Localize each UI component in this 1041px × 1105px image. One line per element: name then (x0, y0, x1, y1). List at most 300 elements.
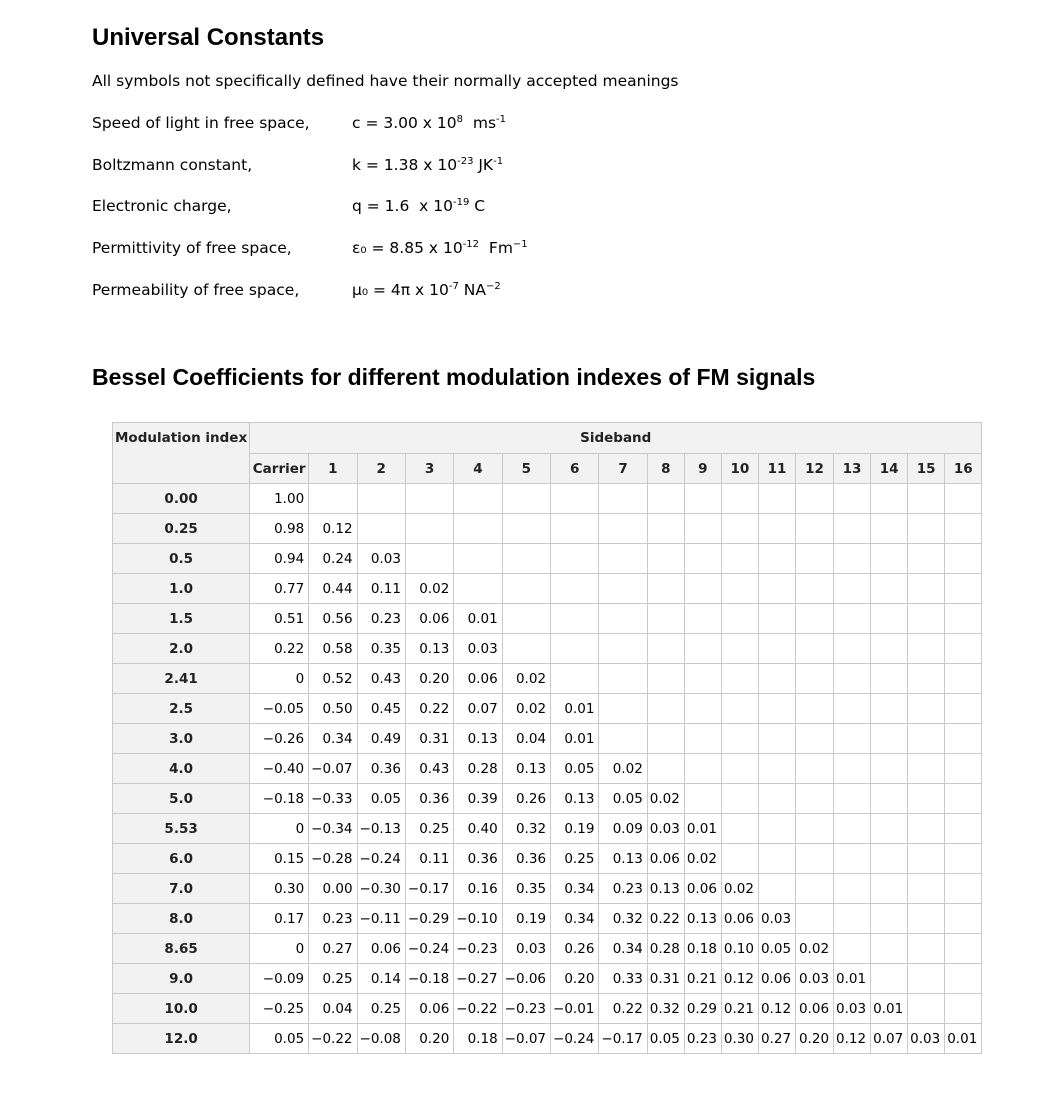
empty-cell (908, 874, 945, 904)
universal-constants-title: Universal Constants (92, 24, 325, 51)
constant-label: Boltzmann constant, (92, 156, 253, 174)
modulation-index-cell: 0.00 (113, 484, 250, 514)
coefficient-cell: 0.58 (309, 634, 357, 664)
coefficient-cell: 0.05 (758, 934, 795, 964)
coefficient-cell: 0.10 (721, 934, 758, 964)
empty-cell (834, 844, 871, 874)
coefficient-cell: 0.06 (454, 664, 502, 694)
coefficient-cell: 0.27 (758, 1024, 795, 1054)
coefficient-cell: 0.30 (250, 874, 309, 904)
coefficient-cell: −0.23 (502, 994, 550, 1024)
empty-cell (599, 544, 647, 574)
empty-cell (405, 484, 453, 514)
empty-cell (834, 904, 871, 934)
empty-cell (871, 724, 908, 754)
coefficient-cell: −0.40 (250, 754, 309, 784)
coefficient-cell: 0.32 (647, 994, 684, 1024)
empty-cell (871, 544, 908, 574)
empty-cell (945, 844, 982, 874)
table-row (113, 634, 982, 664)
coefficient-cell: −0.05 (250, 694, 309, 724)
coefficient-cell: 0.36 (502, 844, 550, 874)
coefficient-cell: 0.12 (309, 514, 357, 544)
coefficient-cell: 0.03 (908, 1024, 945, 1054)
table-row (113, 514, 982, 544)
empty-cell (758, 844, 795, 874)
coefficient-cell: 0.26 (551, 934, 599, 964)
coefficient-cell: 0.52 (309, 664, 357, 694)
coefficient-cell: 0.34 (309, 724, 357, 754)
coefficient-cell: 0.12 (721, 964, 758, 994)
empty-cell (599, 484, 647, 514)
empty-cell (908, 964, 945, 994)
coefficient-cell: −0.10 (454, 904, 502, 934)
coefficient-cell: 0.56 (309, 604, 357, 634)
empty-cell (945, 544, 982, 574)
empty-cell (796, 724, 834, 754)
coefficient-cell: 0.02 (405, 574, 453, 604)
coefficient-cell: 0.03 (454, 634, 502, 664)
empty-cell (684, 634, 721, 664)
empty-cell (721, 574, 758, 604)
column-header: 4 (454, 454, 502, 484)
empty-cell (834, 874, 871, 904)
table-row (113, 604, 982, 634)
empty-cell (647, 694, 684, 724)
table-row (113, 1024, 982, 1054)
coefficient-cell: −0.13 (357, 814, 405, 844)
empty-cell (871, 814, 908, 844)
empty-cell (945, 514, 982, 544)
empty-cell (405, 514, 453, 544)
coefficient-cell: 0.02 (796, 934, 834, 964)
empty-cell (945, 904, 982, 934)
empty-cell (721, 784, 758, 814)
coefficient-cell: 0.01 (834, 964, 871, 994)
empty-cell (599, 634, 647, 664)
empty-cell (721, 814, 758, 844)
empty-cell (758, 784, 795, 814)
empty-cell (871, 964, 908, 994)
empty-cell (502, 514, 550, 544)
coefficient-cell: 0.13 (647, 874, 684, 904)
empty-cell (871, 844, 908, 874)
coefficient-cell: 0.39 (454, 784, 502, 814)
empty-cell (834, 514, 871, 544)
sideband-header: Sideband (250, 423, 982, 454)
modulation-index-cell: 8.0 (113, 904, 250, 934)
coefficient-cell: 0.32 (599, 904, 647, 934)
coefficient-cell: 0.12 (758, 994, 795, 1024)
coefficient-cell: −0.06 (502, 964, 550, 994)
coefficient-cell: −0.30 (357, 874, 405, 904)
empty-cell (945, 994, 982, 1024)
coefficient-cell: 0.06 (758, 964, 795, 994)
empty-cell (684, 544, 721, 574)
empty-cell (834, 484, 871, 514)
bessel-table (112, 422, 982, 1054)
empty-cell (796, 574, 834, 604)
coefficient-cell: −0.29 (405, 904, 453, 934)
table-row (113, 874, 982, 904)
empty-cell (357, 514, 405, 544)
empty-cell (871, 604, 908, 634)
empty-cell (796, 544, 834, 574)
empty-cell (551, 484, 599, 514)
empty-cell (721, 694, 758, 724)
empty-cell (684, 664, 721, 694)
coefficient-cell: 0.12 (834, 1024, 871, 1054)
constant-exponent: -19 (453, 197, 470, 208)
coefficient-cell: 0.16 (454, 874, 502, 904)
coefficient-cell: 0.21 (721, 994, 758, 1024)
empty-cell (834, 634, 871, 664)
coefficient-cell: −0.09 (250, 964, 309, 994)
modulation-index-cell: 0.5 (113, 544, 250, 574)
empty-cell (945, 754, 982, 784)
coefficient-cell: 0.22 (599, 994, 647, 1024)
coefficient-cell: 0.22 (647, 904, 684, 934)
empty-cell (357, 484, 405, 514)
empty-cell (834, 574, 871, 604)
empty-cell (796, 604, 834, 634)
table-row (113, 784, 982, 814)
empty-cell (796, 514, 834, 544)
empty-cell (758, 514, 795, 544)
coefficient-cell: 0.27 (309, 934, 357, 964)
coefficient-cell: 0.28 (647, 934, 684, 964)
empty-cell (871, 934, 908, 964)
empty-cell (721, 604, 758, 634)
coefficient-cell: 0.03 (834, 994, 871, 1024)
empty-cell (758, 574, 795, 604)
coefficient-cell: 0.19 (502, 904, 550, 934)
coefficient-cell: 0.23 (684, 1024, 721, 1054)
coefficient-cell: 0.07 (454, 694, 502, 724)
empty-cell (599, 574, 647, 604)
empty-cell (647, 724, 684, 754)
empty-cell (721, 724, 758, 754)
constants-note: All symbols not specifically defined have their normally accepted meanings (92, 72, 679, 90)
coefficient-cell: 0.06 (721, 904, 758, 934)
header-row-top (113, 423, 982, 454)
column-header: 13 (834, 454, 871, 484)
empty-cell (502, 634, 550, 664)
empty-cell (908, 484, 945, 514)
coefficient-cell: −0.33 (309, 784, 357, 814)
coefficient-cell: −0.28 (309, 844, 357, 874)
empty-cell (599, 694, 647, 724)
coefficient-cell: 0.31 (647, 964, 684, 994)
empty-cell (502, 544, 550, 574)
empty-cell (908, 934, 945, 964)
coefficient-cell: 0.36 (405, 784, 453, 814)
empty-cell (758, 874, 795, 904)
coefficient-cell: −0.24 (357, 844, 405, 874)
constant-label: Electronic charge, (92, 197, 232, 215)
empty-cell (908, 904, 945, 934)
modulation-index-cell: 6.0 (113, 844, 250, 874)
constant-value (352, 156, 503, 174)
empty-cell (684, 784, 721, 814)
empty-cell (834, 784, 871, 814)
constant-exponent: -1 (493, 156, 504, 167)
empty-cell (945, 634, 982, 664)
empty-cell (834, 724, 871, 754)
empty-cell (945, 574, 982, 604)
coefficient-cell: −0.07 (502, 1024, 550, 1054)
empty-cell (871, 514, 908, 544)
coefficient-cell: 0.25 (309, 964, 357, 994)
coefficient-cell: 0.35 (502, 874, 550, 904)
coefficient-cell: 0.45 (357, 694, 405, 724)
empty-cell (871, 634, 908, 664)
coefficient-cell: 0.01 (551, 694, 599, 724)
constant-exponent: 8 (456, 114, 463, 125)
empty-cell (834, 604, 871, 634)
empty-cell (871, 694, 908, 724)
coefficient-cell: 0 (250, 664, 309, 694)
table-row (113, 754, 982, 784)
coefficient-cell: 0.14 (357, 964, 405, 994)
coefficient-cell: 0.23 (309, 904, 357, 934)
coefficient-cell: 0.06 (647, 844, 684, 874)
empty-cell (684, 484, 721, 514)
coefficient-cell: 0.19 (551, 814, 599, 844)
empty-cell (796, 664, 834, 694)
coefficient-cell: 0.02 (684, 844, 721, 874)
coefficient-cell: 0.43 (405, 754, 453, 784)
empty-cell (721, 754, 758, 784)
coefficient-cell: 0 (250, 934, 309, 964)
coefficient-cell: 0.04 (309, 994, 357, 1024)
coefficient-cell: 0.03 (647, 814, 684, 844)
coefficient-cell: 0.50 (309, 694, 357, 724)
table-row (113, 934, 982, 964)
coefficient-cell: 0.32 (502, 814, 550, 844)
coefficient-cell: 0.13 (405, 634, 453, 664)
empty-cell (945, 694, 982, 724)
empty-cell (945, 784, 982, 814)
coefficient-cell: 0.36 (357, 754, 405, 784)
table-row (113, 994, 982, 1024)
column-header: Carrier (250, 454, 309, 484)
empty-cell (871, 904, 908, 934)
empty-cell (454, 484, 502, 514)
empty-cell (758, 634, 795, 664)
column-header: 15 (908, 454, 945, 484)
coefficient-cell: 0.28 (454, 754, 502, 784)
modulation-index-cell: 2.5 (113, 694, 250, 724)
constant-row (92, 156, 792, 180)
coefficient-cell: 0.05 (551, 754, 599, 784)
coefficient-cell: 0.20 (405, 664, 453, 694)
coefficient-cell: −0.23 (454, 934, 502, 964)
coefficient-cell: 0.20 (405, 1024, 453, 1054)
coefficient-cell: −0.26 (250, 724, 309, 754)
empty-cell (647, 664, 684, 694)
coefficient-cell: 0.34 (551, 874, 599, 904)
coefficient-cell: 0.09 (599, 814, 647, 844)
constant-value-text: Fm (479, 239, 513, 258)
coefficient-cell: 0.35 (357, 634, 405, 664)
coefficient-cell: 0.25 (357, 994, 405, 1024)
coefficient-cell: 0.98 (250, 514, 309, 544)
empty-cell (796, 694, 834, 724)
empty-cell (908, 724, 945, 754)
coefficient-cell: 0.24 (309, 544, 357, 574)
coefficient-cell: −0.11 (357, 904, 405, 934)
coefficient-cell: 0.01 (945, 1024, 982, 1054)
coefficient-cell: 0.77 (250, 574, 309, 604)
coefficient-cell: 0.03 (796, 964, 834, 994)
coefficient-cell: 0.01 (551, 724, 599, 754)
coefficient-cell: −0.25 (250, 994, 309, 1024)
modulation-index-cell: 3.0 (113, 724, 250, 754)
column-header: 6 (551, 454, 599, 484)
empty-cell (551, 574, 599, 604)
empty-cell (684, 754, 721, 784)
modulation-index-cell: 2.0 (113, 634, 250, 664)
empty-cell (796, 874, 834, 904)
empty-cell (647, 604, 684, 634)
constant-value-text: NA (458, 281, 486, 300)
empty-cell (908, 814, 945, 844)
empty-cell (871, 784, 908, 814)
empty-cell (834, 694, 871, 724)
empty-cell (758, 604, 795, 634)
empty-cell (647, 634, 684, 664)
constant-exponent: -7 (448, 281, 459, 292)
coefficient-cell: 0.03 (357, 544, 405, 574)
coefficient-cell: −0.22 (454, 994, 502, 1024)
coefficient-cell: 0.43 (357, 664, 405, 694)
coefficient-cell: 0.00 (309, 874, 357, 904)
coefficient-cell: −0.22 (309, 1024, 357, 1054)
coefficient-cell: 0.02 (502, 694, 550, 724)
empty-cell (945, 934, 982, 964)
constant-exponent: -1 (496, 114, 507, 125)
empty-cell (834, 814, 871, 844)
coefficient-cell: 0.26 (502, 784, 550, 814)
empty-cell (945, 664, 982, 694)
empty-cell (908, 574, 945, 604)
table-row (113, 904, 982, 934)
modulation-index-cell: 5.0 (113, 784, 250, 814)
coefficient-cell: −0.34 (309, 814, 357, 844)
empty-cell (834, 754, 871, 784)
empty-cell (758, 664, 795, 694)
constant-exponent: −2 (485, 281, 501, 292)
empty-cell (551, 514, 599, 544)
coefficient-cell: 1.00 (250, 484, 309, 514)
coefficient-cell: 0.05 (250, 1024, 309, 1054)
coefficient-cell: 0.34 (599, 934, 647, 964)
coefficient-cell: 0.06 (405, 604, 453, 634)
empty-cell (908, 994, 945, 1024)
constant-value (352, 239, 528, 257)
empty-cell (684, 604, 721, 634)
constant-value (352, 197, 485, 215)
coefficient-cell: 0.23 (357, 604, 405, 634)
empty-cell (647, 544, 684, 574)
empty-cell (908, 664, 945, 694)
modulation-index-cell: 8.65 (113, 934, 250, 964)
coefficient-cell: 0.36 (454, 844, 502, 874)
coefficient-cell: 0.20 (551, 964, 599, 994)
bessel-body (113, 484, 982, 1054)
coefficient-cell: −0.18 (405, 964, 453, 994)
coefficient-cell: 0.23 (599, 874, 647, 904)
empty-cell (502, 604, 550, 634)
constant-row (92, 114, 792, 138)
coefficient-cell: 0.13 (551, 784, 599, 814)
coefficient-cell: −0.17 (599, 1024, 647, 1054)
coefficient-cell: 0.51 (250, 604, 309, 634)
constant-row (92, 197, 792, 221)
modulation-index-cell: 7.0 (113, 874, 250, 904)
constant-value-text: μ₀ = 4π x 10 (352, 281, 449, 300)
empty-cell (599, 514, 647, 544)
empty-cell (721, 844, 758, 874)
empty-cell (834, 664, 871, 694)
coefficient-cell: 0.02 (502, 664, 550, 694)
empty-cell (834, 544, 871, 574)
constant-label: Permittivity of free space, (92, 239, 292, 257)
coefficient-cell: 0.94 (250, 544, 309, 574)
modulation-index-cell: 12.0 (113, 1024, 250, 1054)
empty-cell (721, 664, 758, 694)
modulation-index-cell: 1.5 (113, 604, 250, 634)
coefficient-cell: 0.03 (502, 934, 550, 964)
table-row (113, 544, 982, 574)
table-row (113, 694, 982, 724)
empty-cell (908, 754, 945, 784)
empty-cell (684, 694, 721, 724)
empty-cell (871, 574, 908, 604)
constant-value-text: c = 3.00 x 10 (352, 114, 457, 133)
coefficient-cell: −0.24 (405, 934, 453, 964)
empty-cell (945, 724, 982, 754)
coefficient-cell: 0.17 (250, 904, 309, 934)
coefficient-cell: 0.13 (684, 904, 721, 934)
coefficient-cell: 0.25 (551, 844, 599, 874)
empty-cell (796, 844, 834, 874)
empty-cell (454, 514, 502, 544)
empty-cell (871, 484, 908, 514)
modulation-index-cell: 9.0 (113, 964, 250, 994)
constant-label: Speed of light in free space, (92, 114, 310, 132)
modulation-index-cell: 5.53 (113, 814, 250, 844)
empty-cell (945, 814, 982, 844)
coefficient-cell: 0.07 (871, 1024, 908, 1054)
table-row (113, 964, 982, 994)
table-row (113, 844, 982, 874)
empty-cell (721, 484, 758, 514)
table-row (113, 814, 982, 844)
empty-cell (908, 514, 945, 544)
table-row (113, 664, 982, 694)
coefficient-cell: 0.13 (599, 844, 647, 874)
empty-cell (758, 724, 795, 754)
constant-exponent: -12 (462, 239, 480, 250)
coefficient-cell: 0.03 (758, 904, 795, 934)
coefficient-cell: 0.44 (309, 574, 357, 604)
coefficient-cell: 0.13 (502, 754, 550, 784)
coefficient-cell: 0.18 (684, 934, 721, 964)
empty-cell (945, 874, 982, 904)
coefficient-cell: 0.49 (357, 724, 405, 754)
